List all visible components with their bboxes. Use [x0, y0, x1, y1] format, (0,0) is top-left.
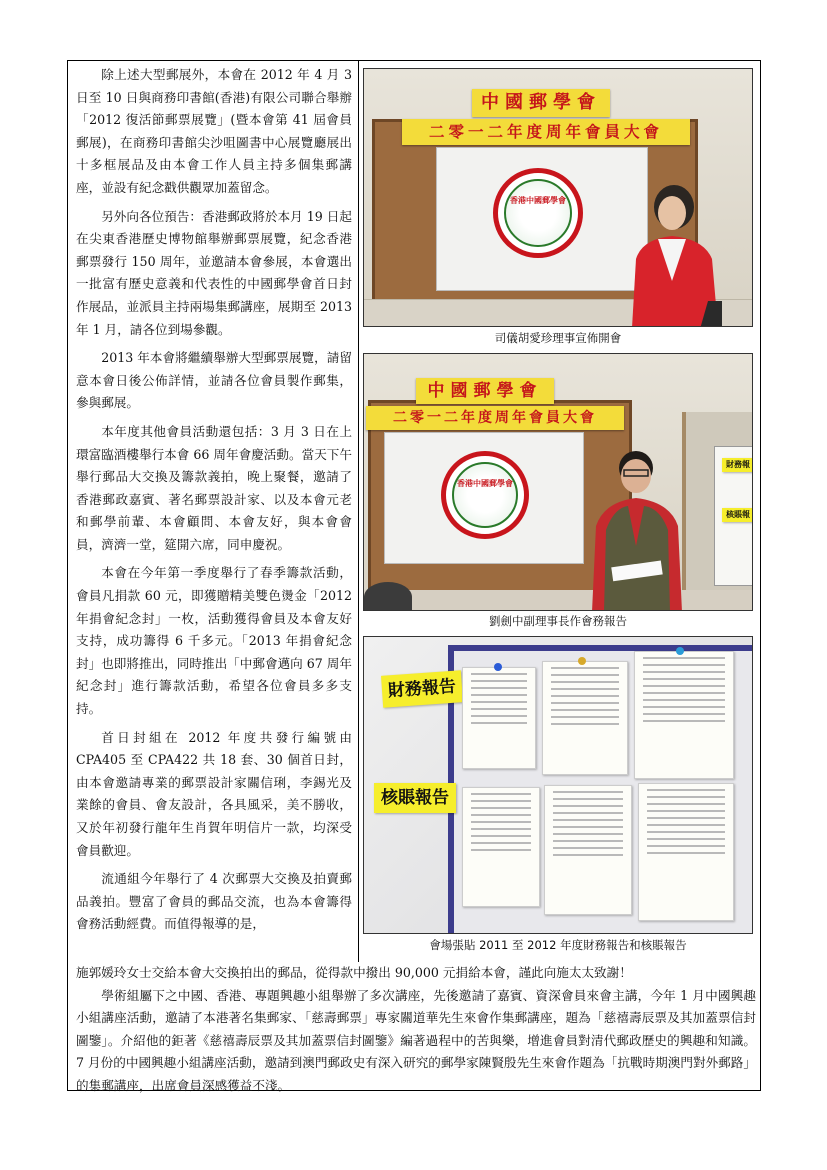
paragraph: 本年度其他會員活動還包括：3 月 3 日在上環富臨酒樓舉行本會 66 周年會慶活動。當天下午舉行郵品大交換及籌款義拍，晚上聚餐，邀請了香港郵政嘉賓、著名郵票設計家、以及本會元老和郵學前輩、本會顧問、本會友好，與本會會員，濟濟一堂，筵開六席，同申慶祝。: [76, 423, 352, 552]
column-divider: [358, 60, 359, 962]
side-label-audit: 核賬報: [722, 508, 753, 522]
tag-financial-report: 財務報告: [381, 670, 463, 708]
paragraph: 2013 年本會將繼續舉辦大型郵票展覽，請留意本會日後公佈詳情，並請各位會員製作郵集，參與郵展。: [76, 350, 352, 411]
photo-caption: 司儀胡愛珍理事宣佈開會: [494, 331, 622, 345]
pushpin: [676, 647, 684, 655]
paragraph: 本會在今年第一季度舉行了春季籌款活動，會員凡捐款 60 元，即獲贈精美雙色燙金「2012 年捐會紀念封」一枚，活動獲得會員及本會友好支持，成功籌得 6 千多元。「2013 年捐會紀念封」也即將推出，同時推出「中郵會邁向 67 周年紀念封」進行籌款活動，希望各位會員多多支持。: [76, 565, 352, 717]
report-sheet: [638, 783, 734, 921]
banner-title: 中國郵學會: [416, 378, 554, 404]
report-sheet: [544, 785, 632, 915]
paragraph: 首日封組在 2012 年度共發行編號由 CPA405 至 CPA422 共 18 套、30 個首日封，由本會邀請專業的郵票設計家關信琍，李錫光及業餘的會員、會友設計，各具風采，美不勝收，又於年初發行龍年生肖賀年明信片一款，均深受會員歡迎。: [76, 729, 352, 858]
photo-caption: 會場張貼 2011 至 2012 年度財務報告和核賬報告: [429, 938, 687, 952]
photo-financial-reports: [363, 636, 753, 934]
tag-audit-report: 核賬報告: [374, 783, 456, 813]
report-sheet: [462, 667, 536, 769]
photo-meeting-opening: [363, 68, 753, 327]
report-sheet: [462, 787, 540, 907]
paragraph: 另外向各位預告：香港郵政將於本月 19 日起在尖東香港歷史博物館舉辦郵票展覽，紀念香港郵票發行 150 周年，並邀請本會參展，本會選出一批富有歷史意義和代表性的中國郵學會首日封作展品，並派員主持兩場集郵講座，展期至 2013 年 1 月，請各位到場參觀。: [76, 208, 352, 337]
report-sheet: [542, 661, 628, 775]
bottom-text: [76, 962, 756, 1098]
photo-caption: 劉劍中副理事長作會務報告: [489, 614, 627, 628]
left-text-column: [76, 64, 352, 936]
banner-subtitle: 二零一二年度周年會員大會: [366, 406, 624, 430]
paragraph: 施郭媛玲女士交給本會大交換拍出的郵品，從得款中撥出 90,000 元捐給本會，謹此向施太太致謝！: [76, 965, 632, 980]
banner-title: 中國郵學會: [472, 89, 610, 117]
society-flag: [384, 432, 584, 564]
photo-affairs-report: [363, 353, 753, 611]
speaker-person: [612, 181, 722, 327]
society-emblem: 香港中國郵學會: [441, 451, 529, 539]
side-label-finance: 財務報: [722, 458, 753, 472]
paragraph: 除上述大型郵展外，本會在 2012 年 4 月 3 日至 10 日與商務印書館(香港)有限公司聯合舉辦「2012 復活節郵票展覽」(暨本會第 41 屆會員郵展)，在商務印書館尖沙咀圖書中心展覽廳展出十多框展品及由本會工作人員主持多個集郵講座，並設有紀念戳供觀眾加蓋留念。: [76, 67, 352, 195]
banner-subtitle: 二零一二年度周年會員大會: [402, 119, 690, 145]
paragraph: 學術組屬下之中國、香港、專題興趣小組舉辦了多次講座，先後邀請了嘉賓、資深會員來會主講，今年 1 月中國興趣小組講座活動，邀請了本港著名集郵家、「慈壽郵票」專家關道華先生來會作集郵講座，題為「慈禧壽辰票及其加蓋票信封圖鑒」。介紹他的鉅著《慈禧壽辰票及其加蓋票信封圖鑒》編著過程中的苦與樂，增進會員對清代郵政歷史的興趣和知識。7 月份的中國興趣小組講座活動，邀請到澳門郵政史有深入研究的郵學家陳賢殷先生來會作題為「抗戰時期澳門對外郵路」的集郵講座，出席會員深感獲益不淺。: [76, 987, 756, 1093]
pushpin: [578, 657, 586, 665]
speaker-person: [578, 446, 698, 611]
pushpin: [494, 663, 502, 671]
society-emblem: 香港中國郵學會: [493, 168, 583, 258]
report-sheet: [634, 651, 734, 779]
paragraph: 流通組今年舉行了 4 次郵票大交換及拍賣郵品義拍。豐富了會員的郵品交流，也為本會籌得會務活動經費。而值得報導的是，: [76, 871, 352, 932]
